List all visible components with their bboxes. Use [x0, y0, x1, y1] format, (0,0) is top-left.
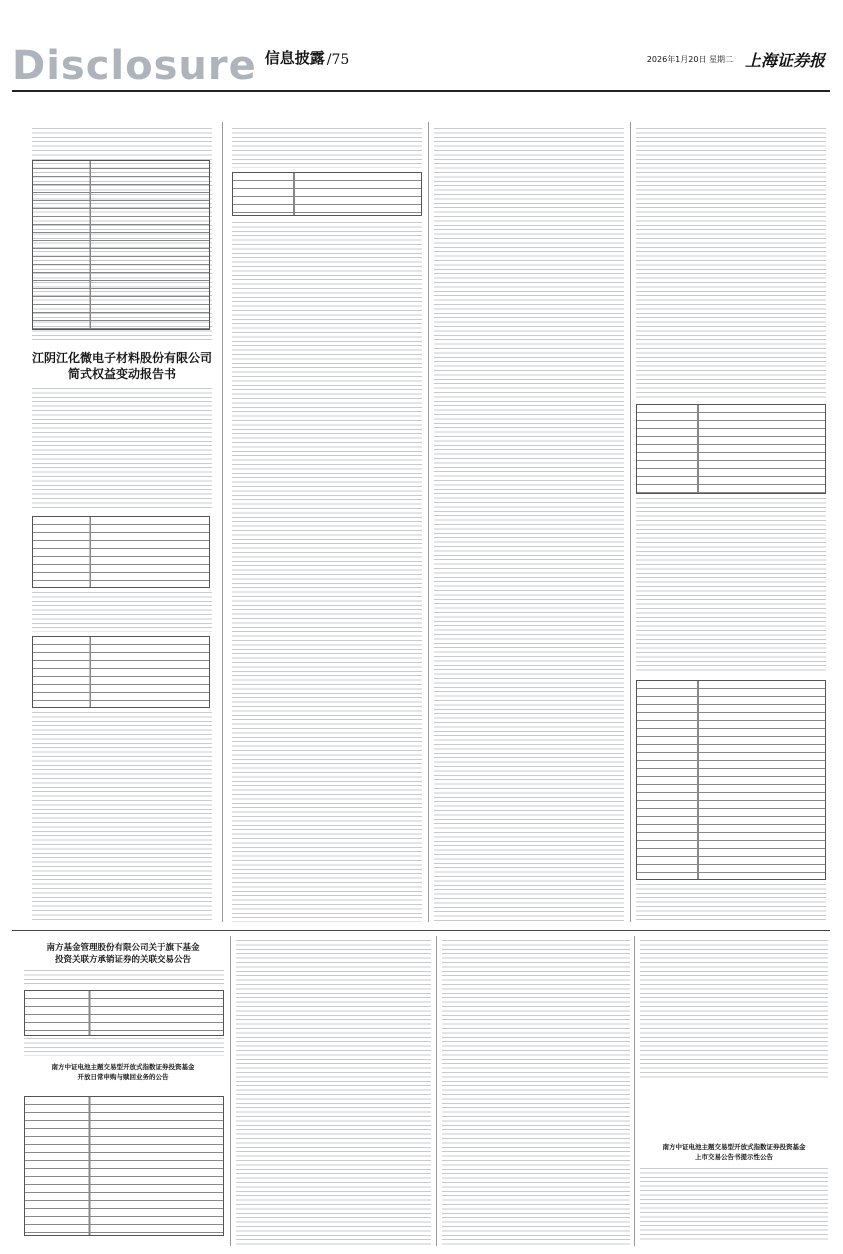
info-table-1 [32, 160, 210, 330]
masthead-rule [12, 90, 830, 92]
column-4-mid [636, 498, 826, 674]
column-1-bottom [32, 712, 212, 922]
page-number: /75 [326, 52, 350, 68]
issue-date: 2026年1月20日 星期二 [646, 55, 733, 64]
info-table-2 [32, 516, 210, 588]
masthead-bar [12, 43, 826, 89]
nf-notice-title [18, 942, 228, 966]
listing-notice-title [636, 1142, 832, 1162]
etf-open-body-col2 [236, 940, 431, 1246]
newspaper-logo: 上海证券报 [744, 51, 825, 70]
info-table-3 [32, 636, 210, 708]
section-title: 信息披露 [264, 49, 325, 67]
listing-notice-title-line2: 上市交易公告书提示性公告 [695, 1153, 773, 1161]
column-divider [634, 936, 635, 1246]
masthead [0, 0, 843, 118]
info-table-5 [636, 680, 826, 880]
listing-notice-body [640, 1168, 828, 1242]
etf-open-title-line1: 南方中证电池主题交易型开放式指数证券投资基金 [51, 1063, 195, 1071]
column-divider [230, 936, 231, 1246]
nf-notice-title-line1: 南方基金管理股份有限公司关于旗下基金 [46, 943, 200, 953]
listing-notice-title-line1: 南方中证电池主题交易型开放式指数证券投资基金 [662, 1143, 806, 1151]
etf-open-table [24, 1096, 224, 1236]
etf-open-title [18, 1062, 228, 1082]
column-3-body [434, 128, 624, 922]
column-1-mid [32, 388, 212, 508]
column-divider [222, 122, 223, 922]
report-title [22, 350, 222, 382]
column-divider [428, 122, 429, 922]
column-2-body [232, 222, 422, 922]
column-divider [630, 122, 631, 922]
shareholding-table [232, 172, 422, 216]
section-rule [12, 930, 830, 931]
nf-notice-table [24, 990, 224, 1036]
nf-notice-footer [24, 1038, 224, 1056]
etf-open-title-line2: 开放日常申购与赎回业务的公告 [77, 1073, 169, 1081]
column-2-top [232, 128, 422, 168]
report-title-line1: 江阴江化微电子材料股份有限公司 [31, 351, 212, 365]
nf-notice-title-line2: 投资关联方承销证券的关联交易公告 [54, 955, 191, 965]
column-1-low [32, 592, 212, 632]
column-4-top [636, 128, 826, 400]
report-title-line2: 简式权益变动报告书 [67, 367, 176, 381]
nf-notice-body [24, 970, 224, 986]
brand-english: Disclosure [12, 43, 257, 89]
column-4-bottom [636, 884, 826, 922]
etf-open-body-col4 [640, 940, 828, 1080]
etf-open-body-col3 [442, 940, 630, 1246]
column-divider [436, 936, 437, 1246]
info-table-4 [636, 404, 826, 494]
